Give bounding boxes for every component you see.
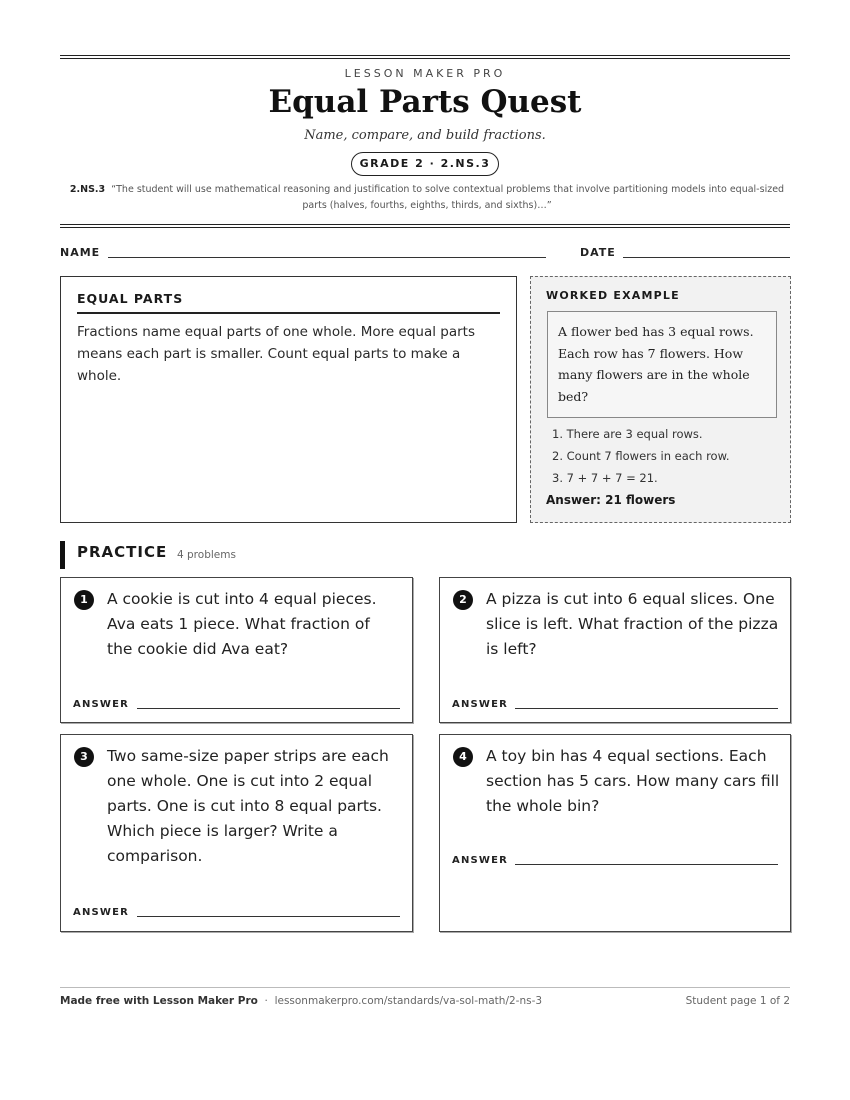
problem-card-1 bbox=[60, 577, 413, 723]
problem-card-2 bbox=[439, 577, 791, 723]
footer-page-number: Student page 1 of 2 bbox=[685, 995, 790, 1007]
problem-text: A pizza is cut into 6 equal slices. One slice is left. What fraction of the pizza is left? bbox=[486, 590, 779, 658]
standard-text: “The student will use mathematical reasoning and justification to solve contextual problems that involve partitioning models into equal-sized parts (halves, fourths, eighths, thirds, and sixths)…” bbox=[111, 184, 785, 211]
standard-code: 2.NS.3 bbox=[69, 184, 106, 195]
page-subtitle: Name, compare, and build fractions. bbox=[304, 128, 546, 143]
page-title: Equal Parts Quest bbox=[268, 84, 582, 120]
problem-number-badge: 4 bbox=[453, 747, 473, 767]
name-field[interactable] bbox=[108, 257, 546, 258]
header-bottom-rule bbox=[60, 224, 790, 228]
header-top-rule bbox=[60, 55, 790, 59]
answer-label: ANSWER bbox=[452, 699, 509, 710]
problem-number-badge: 3 bbox=[74, 747, 94, 767]
problem-number-badge: 2 bbox=[453, 590, 473, 610]
worked-example-heading: WORKED EXAMPLE bbox=[546, 289, 680, 302]
worked-example-step: 1. There are 3 equal rows. bbox=[552, 427, 703, 441]
date-label: DATE bbox=[580, 246, 616, 259]
concept-panel bbox=[60, 276, 517, 523]
concept-heading: EQUAL PARTS bbox=[77, 291, 184, 306]
practice-count: 4 problems bbox=[177, 549, 236, 561]
standard-statement bbox=[64, 182, 790, 214]
grade-badge: GRADE 2 · 2.NS.3 bbox=[351, 152, 499, 176]
footer-separator: · bbox=[261, 995, 272, 1007]
worked-example-panel bbox=[530, 276, 791, 523]
concept-body: Fractions name equal parts of one whole. More equal parts means each part is smaller. Count equal parts to make a whole. bbox=[77, 324, 475, 384]
problem-text: Two same-size paper strips are each one whole. One is cut into 2 equal parts. One is cut into 8 equal parts. Which piece is larger? Write a comparison. bbox=[107, 747, 389, 865]
worked-example-problem: A flower bed has 3 equal rows. Each row has 7 flowers. How many flowers are in the whole bed? bbox=[547, 311, 777, 418]
practice-accent-bar bbox=[60, 541, 65, 569]
worked-example-step: 2. Count 7 flowers in each row. bbox=[552, 449, 730, 463]
practice-title: PRACTICE bbox=[77, 543, 168, 561]
footer-made-with: Made free with Lesson Maker Pro bbox=[60, 995, 258, 1007]
footer-credit bbox=[60, 995, 542, 1007]
answer-label: ANSWER bbox=[452, 855, 509, 866]
answer-field[interactable] bbox=[515, 864, 778, 865]
worked-example-answer: Answer: 21 flowers bbox=[546, 493, 676, 507]
answer-field[interactable] bbox=[137, 916, 400, 917]
answer-field[interactable] bbox=[137, 708, 400, 709]
footer-rule bbox=[60, 987, 790, 988]
answer-label: ANSWER bbox=[73, 699, 130, 710]
problem-text: A cookie is cut into 4 equal pieces. Ava eats 1 piece. What fraction of the cookie did Ava eat? bbox=[107, 590, 377, 658]
worked-example-steps bbox=[552, 423, 730, 489]
worked-example-step: 3. 7 + 7 + 7 = 21. bbox=[552, 471, 658, 485]
problem-card-3 bbox=[60, 734, 413, 932]
problem-number-badge: 1 bbox=[74, 590, 94, 610]
problem-card-4 bbox=[439, 734, 791, 932]
answer-label: ANSWER bbox=[73, 907, 130, 918]
answer-field[interactable] bbox=[515, 708, 778, 709]
name-label: NAME bbox=[60, 246, 101, 259]
footer-url[interactable]: lessonmakerpro.com/standards/va-sol-math/2-ns-3 bbox=[274, 995, 543, 1007]
brand-name: LESSON MAKER PRO bbox=[344, 67, 506, 80]
date-field[interactable] bbox=[623, 257, 790, 258]
concept-heading-rule bbox=[77, 312, 500, 314]
problem-text: A toy bin has 4 equal sections. Each section has 5 cars. How many cars fill the whole bin? bbox=[486, 747, 780, 815]
